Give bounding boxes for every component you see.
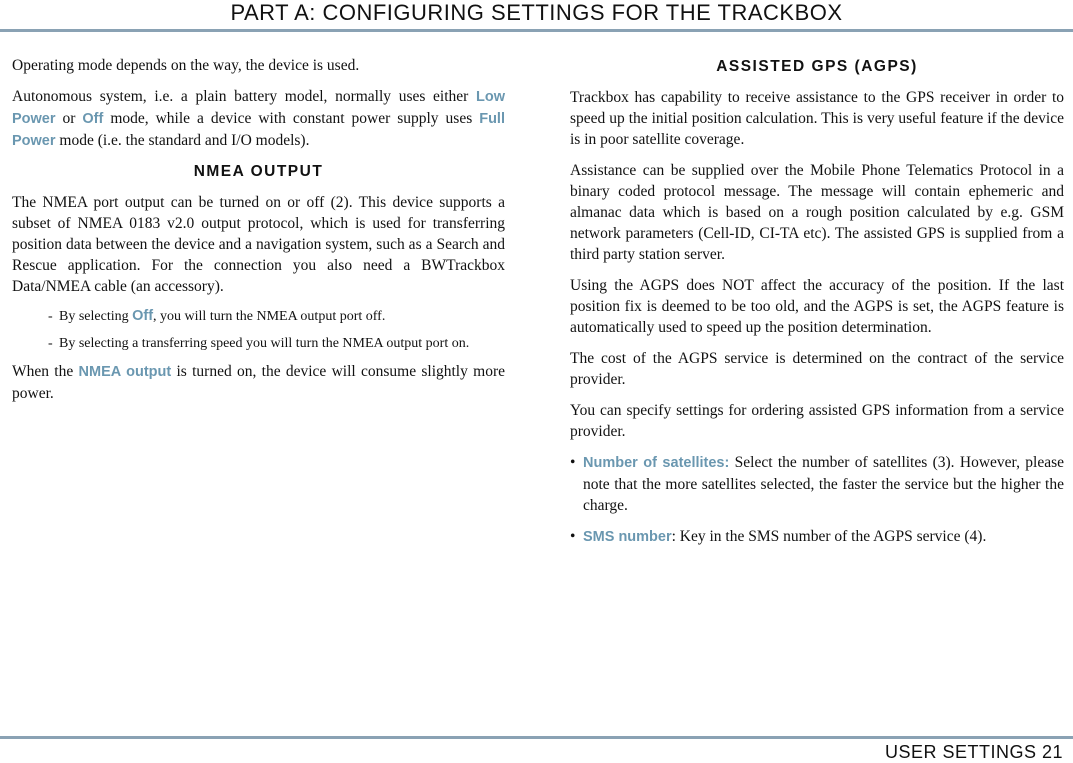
nmea-paragraph: The NMEA port output can be turned on or off (2). This device supports a subset of NMEA 0183 v2.0 output protocol, which is used for transferring position data between the device and a navigation system, such as a Search and Rescue application. For the connection you also need a BWTrackbox Data/NMEA cable (an accessory). bbox=[12, 194, 505, 295]
closing-paragraph bbox=[12, 361, 505, 404]
bullet2-text: : Key in the SMS number of the AGPS service (4). bbox=[671, 528, 987, 545]
item2-text: By selecting a transferring speed you will turn the NMEA output port on. bbox=[59, 336, 470, 351]
off-term: Off bbox=[132, 308, 154, 324]
bullet-dot: • bbox=[570, 528, 576, 545]
nmea-options-list bbox=[12, 307, 505, 353]
left-column bbox=[12, 55, 505, 414]
agps-paragraph-3: Using the AGPS does NOT affect the accuracy of the position. If the last position fix is deemed to be too old, and the AGPS is set, the AGPS feature is automatically used to speed up the position determination. bbox=[570, 277, 1064, 336]
sms-number-term: SMS number bbox=[583, 529, 672, 545]
modes-text-4: mode (i.e. the standard and I/O models). bbox=[55, 132, 310, 149]
intro-paragraph: Operating mode depends on the way, the device is used. bbox=[12, 57, 360, 74]
bullet-sms-number bbox=[570, 526, 1064, 548]
page-header-title: PART A: CONFIGURING SETTINGS FOR THE TRACKBOX bbox=[230, 0, 843, 25]
list-item bbox=[12, 307, 505, 326]
modes-text-2: or bbox=[55, 110, 83, 127]
footer-rule bbox=[0, 736, 1073, 739]
bullet-number-of-satellites bbox=[570, 452, 1064, 516]
number-of-satellites-term: Number of satellites: bbox=[583, 455, 730, 471]
page-footer: USER SETTINGS 21 bbox=[884, 742, 1063, 762]
item1-text-post: , you will turn the NMEA output port off. bbox=[153, 309, 386, 324]
agps-paragraph-2: Assistance can be supplied over the Mobile Phone Telematics Protocol in a binary coded protocol message. The message will contain ephemeric and almanac data which is based on a rough position calculated by e.g. GSM network parameters (Cell-ID, CI-TA etc). The assisted GPS is supplied from a third party station server. bbox=[570, 162, 1064, 263]
closing-text-post: is turned on, the device will consume slightly more power. bbox=[12, 363, 505, 402]
header-rule bbox=[0, 29, 1073, 32]
full-power-term: Full Power bbox=[12, 111, 505, 149]
bullet1-text: Select the number of satellites (3). However, please note that the more satellites selected, the faster the service but the higher the charge. bbox=[583, 454, 1064, 514]
modes-paragraph bbox=[12, 86, 505, 152]
modes-text-3: mode, while a device with constant power supply uses bbox=[103, 110, 480, 127]
agps-paragraph-1: Trackbox has capability to receive assistance to the GPS receiver in order to speed up the initial position calculation. This is very useful feature if the device is in poor satellite coverage. bbox=[570, 89, 1064, 148]
off-term: Off bbox=[82, 111, 104, 127]
agps-paragraph-5: You can specify settings for ordering assisted GPS information from a service provider. bbox=[570, 402, 1064, 440]
agps-paragraph-4: The cost of the AGPS service is determined on the contract of the service provider. bbox=[570, 350, 1064, 388]
right-column bbox=[570, 55, 1064, 558]
agps-heading: ASSISTED GPS (AGPS) bbox=[716, 58, 918, 75]
bullet-dot: • bbox=[570, 454, 576, 471]
nmea-output-term: NMEA output bbox=[78, 364, 172, 380]
modes-text-1: Autonomous system, i.e. a plain battery model, normally uses either bbox=[12, 88, 476, 105]
list-item bbox=[12, 334, 505, 353]
dash-marker: - bbox=[48, 309, 53, 324]
nmea-output-heading: NMEA OUTPUT bbox=[193, 163, 324, 180]
item1-text-pre: By selecting bbox=[59, 309, 133, 324]
low-power-term: Low Power bbox=[12, 89, 505, 127]
closing-text-pre: When the bbox=[12, 363, 79, 380]
dash-marker: - bbox=[48, 336, 53, 351]
